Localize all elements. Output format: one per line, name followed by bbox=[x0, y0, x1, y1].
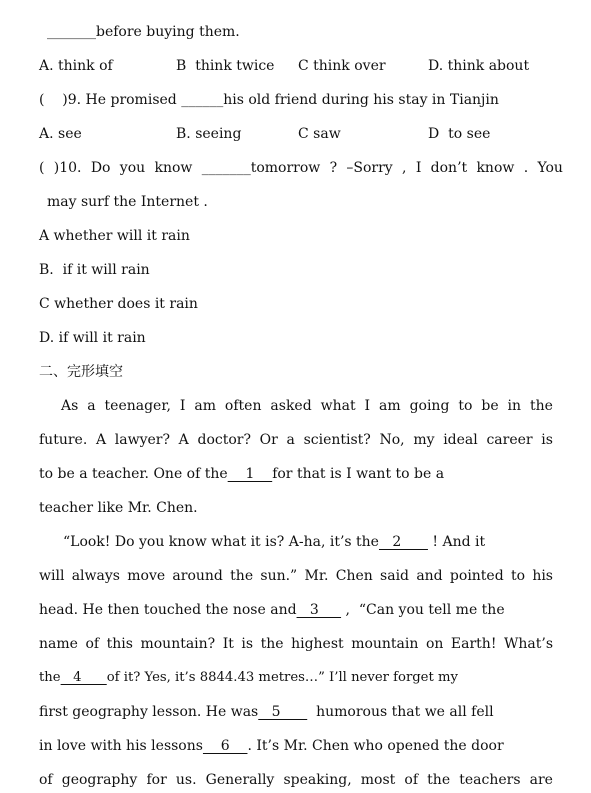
blank-3: 3 bbox=[296, 602, 342, 618]
passage-p1-line3: to be a teacher. One of the 1 for that is I want to be a bbox=[39, 466, 445, 482]
passage-p1-line2: future. A lawyer? A doctor? Or a scientist? No, my ideal career is bbox=[39, 432, 553, 448]
passage-p2-line5: the 4 of it? Yes, it’s 8844.43 metres…” I’ll never forget my bbox=[39, 670, 458, 685]
blank-2: 2 bbox=[378, 534, 428, 550]
q10-option-a: A whether will it rain bbox=[39, 228, 190, 244]
passage-p1-line4: teacher like Mr. Chen. bbox=[39, 500, 198, 516]
passage-p2-line2: will always move around the sun.” Mr. Chen said and pointed to his bbox=[39, 568, 553, 584]
section-heading: 二、完形填空 bbox=[39, 364, 123, 380]
q10-option-c: C whether does it rain bbox=[39, 296, 198, 312]
passage-p2-line4: name of this mountain? It is the highest mountain on Earth! What’s bbox=[39, 636, 553, 652]
q9-option-d: D to see bbox=[428, 126, 491, 142]
q10-option-b: B. if it will rain bbox=[39, 262, 150, 278]
q9-option-a: A. see bbox=[39, 126, 82, 142]
q9-stem: ( )9. He promised ______his old friend during his stay in Tianjin bbox=[39, 92, 499, 108]
q8-stem-tail: _______before buying them. bbox=[47, 24, 240, 40]
blank-4: 4 bbox=[60, 670, 107, 685]
q8-option-b: B think twice bbox=[176, 58, 275, 74]
passage-p2-line3: head. He then touched the nose and 3 , “Can you tell me the bbox=[39, 602, 505, 618]
q9-option-c: C saw bbox=[298, 126, 341, 142]
passage-p1-line1: As a teenager, I am often asked what I am going to be in the bbox=[61, 398, 553, 414]
q8-option-d: D. think about bbox=[428, 58, 530, 74]
q10-option-d: D. if will it rain bbox=[39, 330, 146, 346]
passage-p2-line8: of geography for us. Generally speaking, most of the teachers are bbox=[39, 772, 553, 788]
passage-p2-line6: first geography lesson. He was 5 humorous that we all fell bbox=[39, 704, 494, 720]
q10-stem-line1: ( )10. Do you know _______tomorrow ? –Sorry , I don’t know . You bbox=[39, 160, 563, 176]
q8-option-a: A. think of bbox=[39, 58, 113, 74]
blank-6: 6 bbox=[202, 738, 248, 754]
q9-option-b: B. seeing bbox=[176, 126, 242, 142]
blank-5: 5 bbox=[258, 704, 308, 720]
q8-option-c: C think over bbox=[298, 58, 386, 74]
passage-p2-line1: “Look! Do you know what it is? A-ha, it’s the 2 ! And it bbox=[63, 534, 486, 550]
passage-p2-line7: in love with his lessons 6 . It’s Mr. Chen who opened the door bbox=[39, 738, 504, 754]
q10-stem-line2: may surf the Internet . bbox=[47, 194, 208, 210]
blank-1: 1 bbox=[227, 466, 273, 482]
